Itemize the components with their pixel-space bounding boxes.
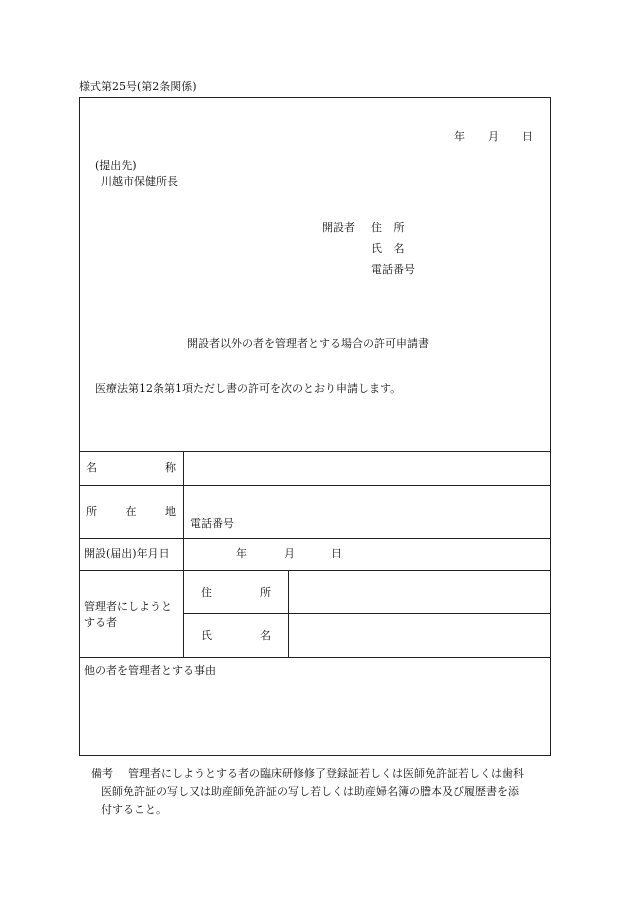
opening-date-month: 月 <box>284 547 295 560</box>
applicant-address-label: 住 所 <box>371 221 405 234</box>
opening-date-label: 開設(届出)年月日 <box>84 547 170 560</box>
remarks-line-3: 付すること。 <box>101 803 167 816</box>
remarks-line-1: 管理者にしようとする者の臨床研修修了登録証若しくは医師免許証若しくは歯科 <box>128 767 524 780</box>
form-number: 様式第25号(第2条関係) <box>79 80 197 93</box>
applicant-role: 開設者 <box>322 221 355 234</box>
remarks-line-2: 医師免許証の写し又は助産師免許証の写し若しくは助産婦名簿の謄本及び履歴書を添 <box>101 785 519 798</box>
table-rule <box>79 485 551 486</box>
manager-address-label: 住 所 <box>201 586 271 599</box>
manager-name-label: 氏 名 <box>201 629 271 642</box>
applicant-phone-label: 電話番号 <box>371 263 415 276</box>
reason-label: 他の者を管理者とする事由 <box>84 664 216 677</box>
table-rule <box>79 570 551 571</box>
opening-date-day: 日 <box>331 547 342 560</box>
table-rule <box>79 538 551 539</box>
location-phone-label: 電話番号 <box>190 517 234 530</box>
table-column-divider <box>288 570 289 657</box>
date-month: 月 <box>488 130 499 143</box>
document-title: 開設者以外の者を管理者とする場合の許可申請書 <box>187 337 429 350</box>
manager-label: 管理者にしようとする者 <box>84 600 172 629</box>
addressee-label: (提出先) <box>95 159 137 172</box>
table-rule <box>79 451 551 452</box>
date-day: 日 <box>522 130 533 143</box>
application-statement: 医療法第12条第1項ただし書の許可を次のとおり申請します。 <box>95 382 402 395</box>
table-column-divider <box>183 451 184 657</box>
applicant-name-label: 氏 名 <box>371 242 405 255</box>
addressee-name: 川越市保健所長 <box>101 175 178 188</box>
table-rule <box>183 613 551 614</box>
date-year: 年 <box>454 130 465 143</box>
location-label: 所 在 地 <box>86 505 176 518</box>
remarks-label: 備考 <box>91 767 113 780</box>
table-rule <box>79 657 551 658</box>
name-label: 名 称 <box>86 461 176 474</box>
opening-date-year: 年 <box>236 547 247 560</box>
